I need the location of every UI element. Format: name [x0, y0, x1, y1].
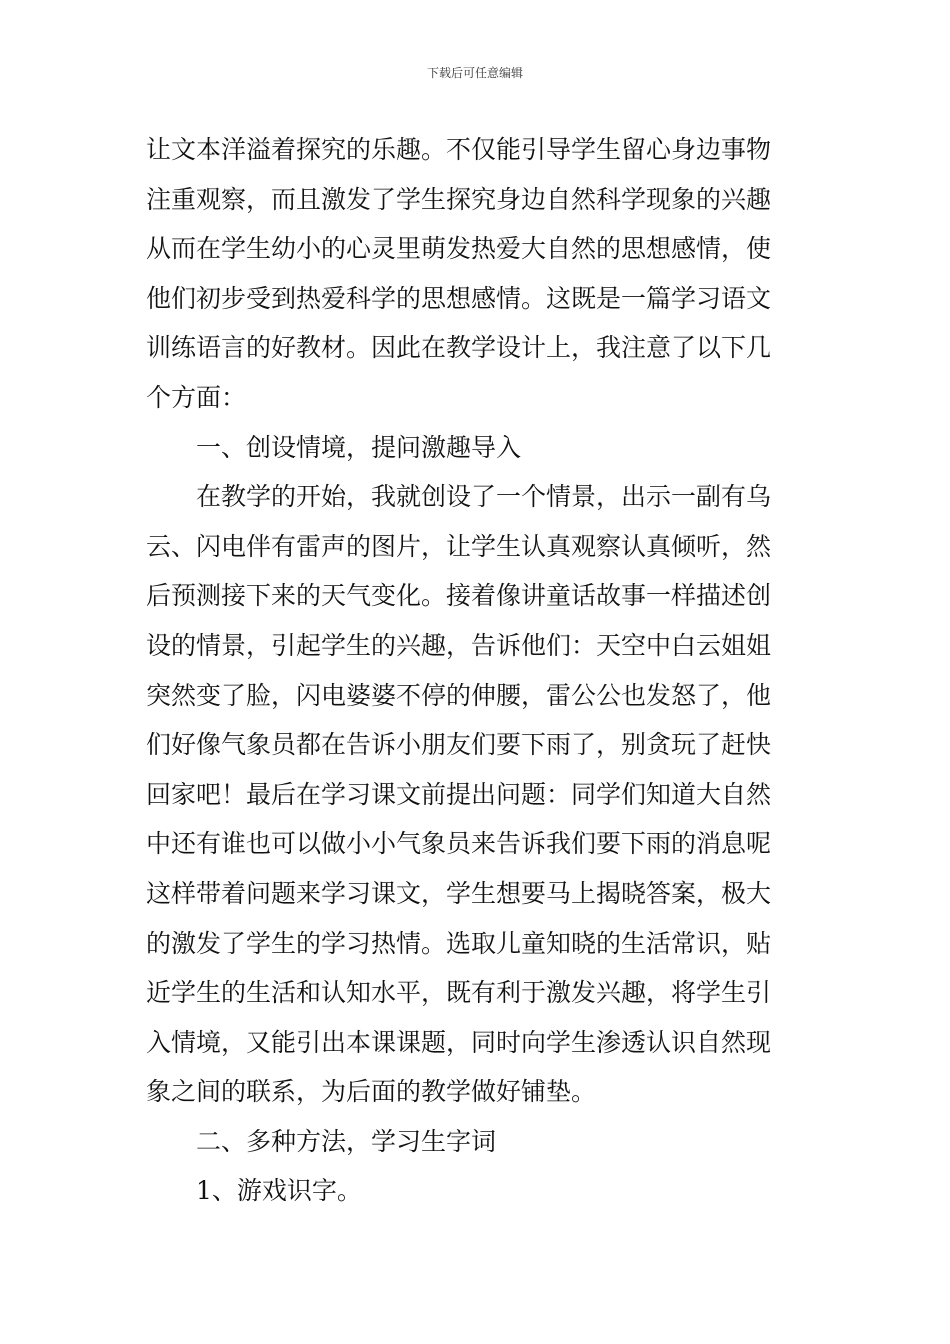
text-line: 象之间的联系，为后面的教学做好铺垫。 [146, 1077, 597, 1107]
text-line: 从而在学生幼小的心灵里萌发热爱大自然的思想感情，使 [146, 234, 772, 264]
document-body [146, 125, 806, 1216]
text-line: 云、闪电伴有雷声的图片，让学生认真观察认真倾听，然 [146, 531, 772, 561]
text-line: 1、游戏识字。 [196, 1176, 362, 1206]
text-line: 一、创设情境，提问激趣导入 [196, 432, 522, 462]
text-line: 训练语言的好教材。因此在教学设计上，我注意了以下几 [146, 333, 772, 363]
text-line: 入情境，又能引出本课课题，同时向学生渗透认识自然现 [146, 1027, 772, 1057]
text-line: 个方面： [146, 382, 247, 412]
text-line: 二、多种方法，学习生字词 [196, 1126, 497, 1156]
text-line: 这样带着问题来学习课文，学生想要马上揭晓答案，极大 [146, 878, 772, 908]
text-line: 他们初步受到热爱科学的思想感情。这既是一篇学习语文 [146, 283, 772, 313]
text-line: 注重观察，而且激发了学生探究身边自然科学现象的兴趣 [146, 184, 772, 214]
text-line: 在教学的开始，我就创设了一个情景，出示一副有乌 [196, 482, 772, 512]
text-line: 的激发了学生的学习热情。选取儿童知晓的生活常识，贴 [146, 928, 772, 958]
text-line: 让文本洋溢着探究的乐趣。不仅能引导学生留心身边事物 [146, 135, 772, 164]
text-line: 近学生的生活和认知水平，既有利于激发兴趣，将学生引 [146, 978, 772, 1008]
page-header: 下载后可任意编辑 [426, 66, 523, 80]
text-line: 后预测接下来的天气变化。接着像讲童话故事一样描述创 [146, 581, 772, 611]
text-line: 们好像气象员都在告诉小朋友们要下雨了，别贪玩了赶快 [146, 730, 772, 760]
text-line: 回家吧！最后在学习课文前提出问题：同学们知道大自然 [146, 779, 772, 809]
text-line: 设的情景，引起学生的兴趣，告诉他们：天空中白云姐姐 [146, 630, 772, 660]
text-line: 突然变了脸，闪电婆婆不停的伸腰，雷公公也发怒了，他 [146, 680, 772, 710]
text-line: 中还有谁也可以做小小气象员来告诉我们要下雨的消息呢 [146, 829, 772, 859]
